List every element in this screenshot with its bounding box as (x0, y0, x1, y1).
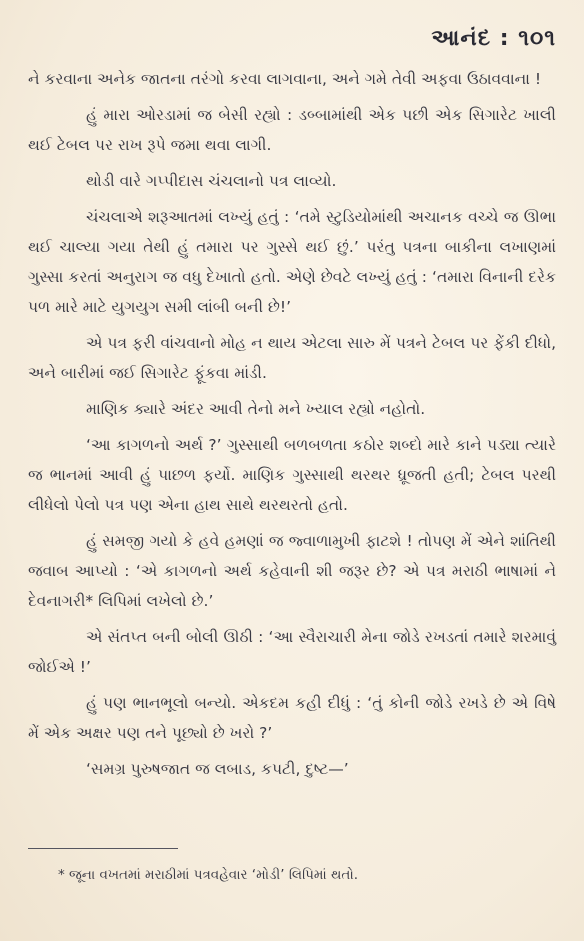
paragraph: હું સમજી ગયો કે હવે હમણાં જ જ્વાળામુખી ફાટશે ! તોપણ મેં એને શાંતિથી જવાબ આપ્યો : ‘એ કાગળનો અર્થ કહેવાની શી જરૂર છે? એ પત્ર મરાઠી ભાષામાં ને દેવનાગરી* લિપિમાં લખેલો છે.’ (28, 532, 556, 610)
paragraph: હું પણ ભાનભૂલો બન્યો. એકદમ કહી દીધું : ‘તું કોની જોડે રખડે છે એ વિષે મેં એક અક્ષર પણ તને પૂછ્યો છે ખરો ?’ (28, 694, 556, 742)
paragraph: માણિક ક્યારે અંદર આવી તેનો મને ખ્યાલ રહ્યો નહોતો. (86, 400, 426, 418)
paragraph: એ સંતપ્ત બની બોલી ઊઠી : ‘આ સ્વૈરાચારી મેના જોડે રખડતાં તમારે શરમાવું જોઈએ !’ (28, 628, 556, 676)
paragraph: હું મારા ઓરડામાં જ બેસી રહ્યો : ડબ્બામાંથી એક પછી એક સિગારેટ ખાલી થઈ ટેબલ પર રાખ રૂપે જમા થવા લાગી. (28, 106, 556, 154)
paragraph: થોડી વારે ગપ્પીદાસ ચંચલાનો પત્ર લાવ્યો. (86, 172, 337, 190)
page-body (28, 64, 556, 790)
paragraph: ચંચલાએ શરૂઆતમાં લખ્યું હતું : ‘તમે સ્ટુડિયોમાંથી અચાનક વચ્ચે જ ઊભા થઈ ચાલ્યા ગયા તેથી હું તમારા પર ગુસ્સે થઈ છું.’ પરંતુ પત્રના બાકીના લખાણમાં ગુસ્સા કરતાં અનુરાગ જ વધુ દેખાતો હતો. એણે છેવટે લખ્યું હતું : ‘તમારા વિનાની દરેક પળ મારે માટે યુગયુગ સમી લાંબી બની છે!’ (28, 208, 556, 316)
paragraph: ને કરવાના અનેક જાતના તરંગો કરવા લાગવાના, અને ગમે તેવી અફવા ઉઠાવવાના ! (28, 70, 542, 88)
running-header: આનંદ : ૧૦૧ (431, 26, 556, 51)
footnote: * જૂના વખતમાં મરાઠીમાં પત્રવહેવાર ‘મોડી’ લિપિમાં થતો. (58, 867, 359, 883)
paragraph: ‘સમગ્ર પુરુષજાત જ લબાડ, કપટી, દુષ્ટ—’ (86, 760, 349, 778)
paragraph: ‘આ કાગળનો અર્થ ?’ ગુસ્સાથી બળબળતા કઠોર શબ્દો મારે કાને પડ્યા ત્યારે જ ભાનમાં આવી હું પાછળ ફર્યો. માણિક ગુસ્સાથી થરથર ધ્રૂજતી હતી; ટેબલ પરથી લીધેલો પેલો પત્ર પણ એના હાથ સાથે થરથરતો હતો. (28, 436, 556, 514)
paragraph: એ પત્ર ફરી વાંચવાનો મોહ ન થાય એટલા સારુ મેં પત્રને ટેબલ પર ફેંકી દીધો, અને બારીમાં જઈ સિગારેટ ફૂંકવા માંડી. (28, 334, 556, 382)
footnote-divider (28, 848, 178, 849)
